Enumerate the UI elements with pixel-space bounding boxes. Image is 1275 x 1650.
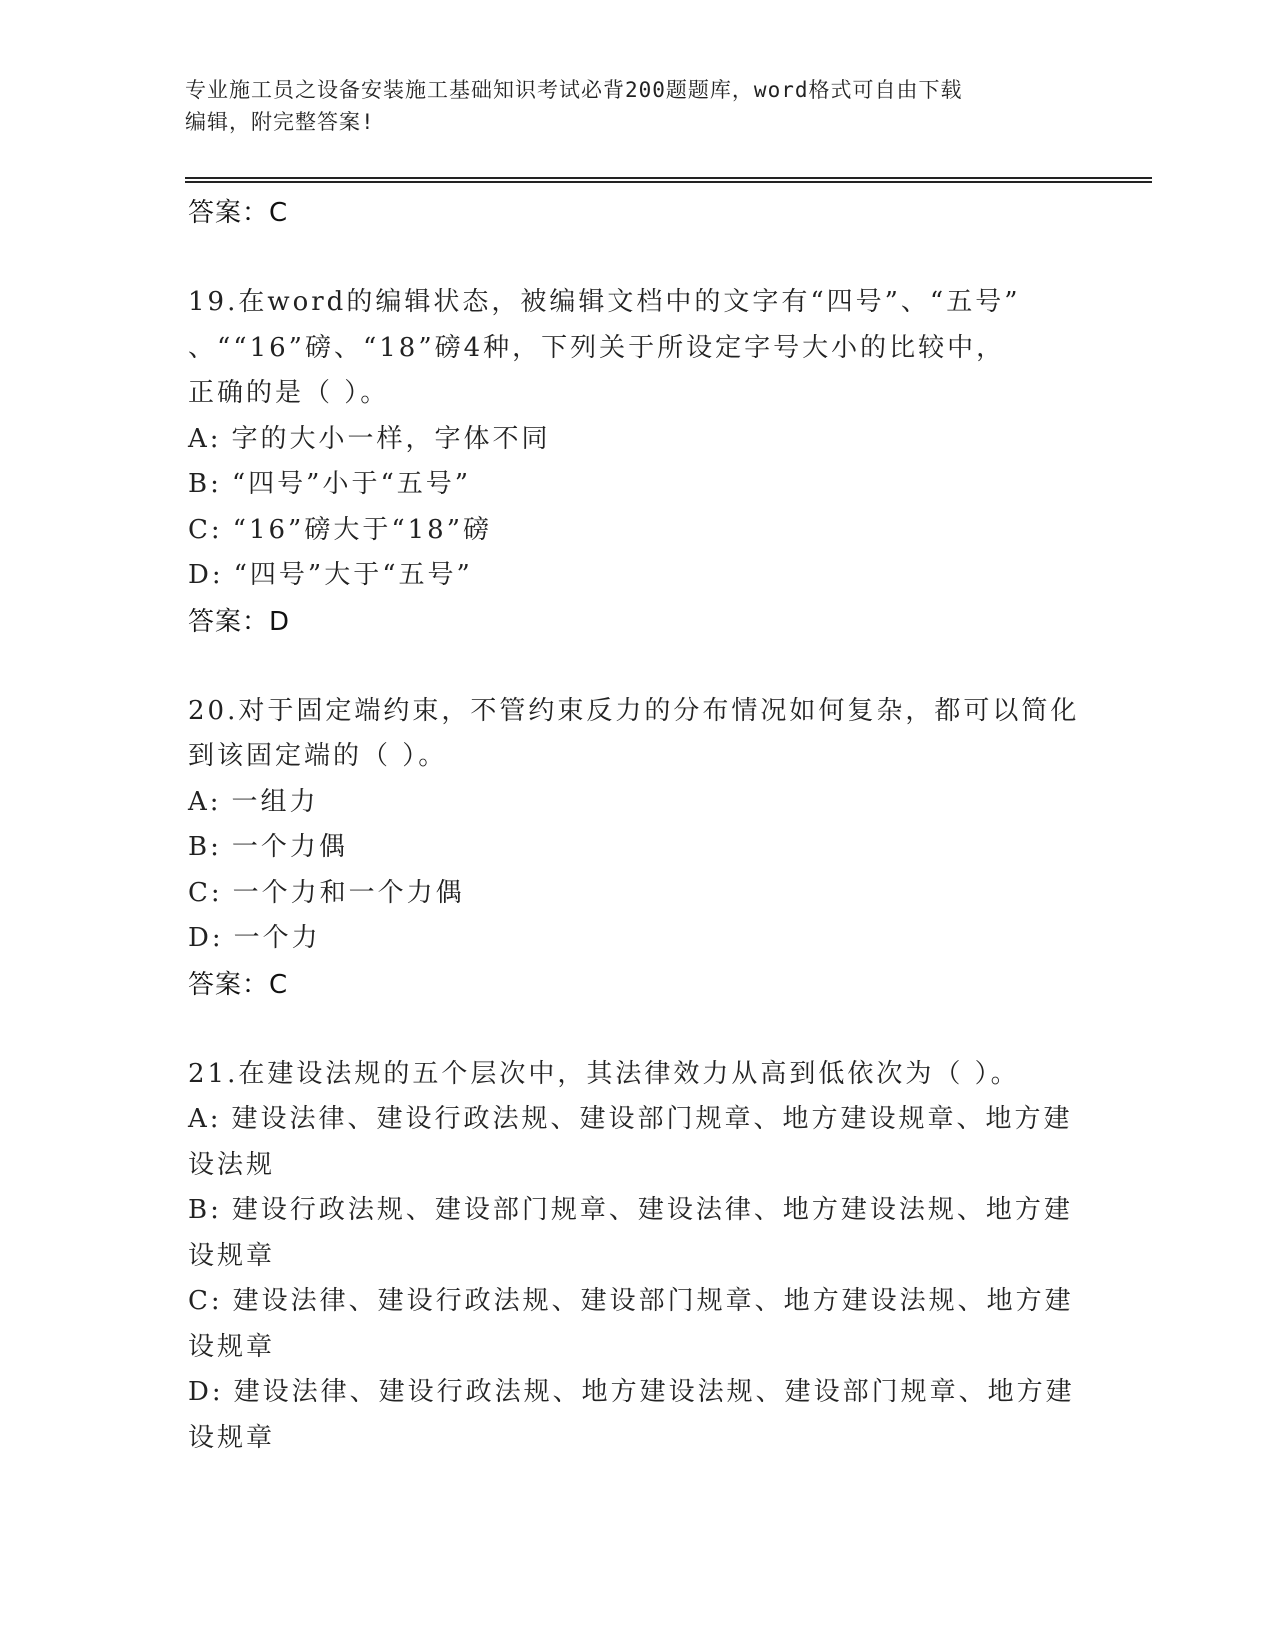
option-continuation: 设规章	[188, 1331, 276, 1362]
question-stem-line: 20.对于固定端约束，不管约束反力的分布情况如何复杂，都可以简化	[188, 695, 1080, 726]
question-stem-line: 19.在word的编辑状态，被编辑文档中的文字有“四号”、“五号”	[188, 287, 1021, 317]
option-c: C : 建设法律、建设行政法规、建设部门规章、地方建设法规、地方建	[188, 1279, 1088, 1325]
option-text: 建设法律、建设行政法规、地方建设法规、建设部门规章、地方建	[233, 1377, 1075, 1407]
document-header	[185, 74, 1085, 138]
answer-line: 答案：D	[188, 606, 291, 637]
option-d: D : 一个力	[188, 916, 1088, 962]
option-text: “16”磅大于“18”磅	[232, 514, 493, 545]
header-rule-bottom	[185, 181, 1152, 183]
question-20	[188, 689, 1088, 1008]
header-rule-top	[185, 177, 1152, 179]
question-stem-line: 、““16”磅、“18”磅4种，下列关于所设定字号大小的比较中，	[188, 332, 1006, 363]
header-line-1: 专业施工员之设备安装施工基础知识考试必背200题题库，word格式可自由下载	[185, 78, 963, 102]
question-stem-line: 21.在建设法规的五个层次中，其法律效力从高到低依次为（ ）。	[188, 1058, 1020, 1089]
option-continuation: 设法规	[188, 1149, 276, 1180]
option-key: B	[188, 469, 211, 499]
previous-answer: 答案：C	[188, 198, 289, 228]
option-key: A	[188, 1104, 210, 1134]
option-key: B	[188, 1195, 211, 1225]
option-key: D	[188, 1377, 212, 1407]
option-key: B	[188, 832, 211, 862]
option-key: D	[188, 560, 212, 590]
option-a: A : 建设法律、建设行政法规、建设部门规章、地方建设规章、地方建	[188, 1097, 1088, 1143]
option-text: 建设行政法规、建设部门规章、建设法律、地方建设法规、地方建	[231, 1195, 1073, 1225]
option-continuation: 设规章	[188, 1422, 276, 1453]
question-19	[188, 280, 1088, 645]
option-c: C : 一个力和一个力偶	[188, 871, 1088, 917]
option-text: 一个力偶	[231, 832, 348, 862]
option-key: A	[188, 423, 210, 454]
option-text: “四号”小于“五号”	[231, 469, 472, 499]
document-body	[188, 190, 1088, 1461]
answer-line: 答案：C	[188, 969, 289, 1000]
option-key: C	[188, 1286, 211, 1316]
option-key: A	[188, 786, 210, 817]
option-a: A : 字的大小一样，字体不同	[188, 417, 1088, 463]
question-stem-line: 到该固定端的（ ）。	[188, 741, 448, 771]
option-d: D : 建设法律、建设行政法规、地方建设法规、建设部门规章、地方建	[188, 1370, 1088, 1416]
question-stem-line: 正确的是（ ）。	[188, 378, 390, 408]
option-b: B : “四号”小于“五号”	[188, 462, 1088, 508]
option-text: 一组力	[231, 786, 319, 817]
option-continuation: 设规章	[188, 1240, 276, 1271]
option-d: D : “四号”大于“五号”	[188, 553, 1088, 599]
question-21	[188, 1052, 1088, 1462]
option-text: 一个力和一个力偶	[232, 877, 465, 908]
option-key: C	[188, 514, 211, 545]
option-c: C : “16”磅大于“18”磅	[188, 508, 1088, 554]
option-b: B : 建设行政法规、建设部门规章、建设法律、地方建设法规、地方建	[188, 1188, 1088, 1234]
option-a: A : 一组力	[188, 780, 1088, 826]
option-b: B : 一个力偶	[188, 825, 1088, 871]
option-text: 一个力	[233, 923, 321, 953]
option-text: 建设法律、建设行政法规、建设部门规章、地方建设法规、地方建	[232, 1286, 1074, 1316]
option-key: D	[188, 923, 212, 953]
option-text: 字的大小一样，字体不同	[231, 423, 551, 454]
option-text: “四号”大于“五号”	[233, 560, 473, 590]
option-text: 建设法律、建设行政法规、建设部门规章、地方建设规章、地方建	[231, 1104, 1073, 1134]
option-key: C	[188, 877, 211, 908]
header-line-2: 编辑，附完整答案!	[185, 110, 375, 134]
